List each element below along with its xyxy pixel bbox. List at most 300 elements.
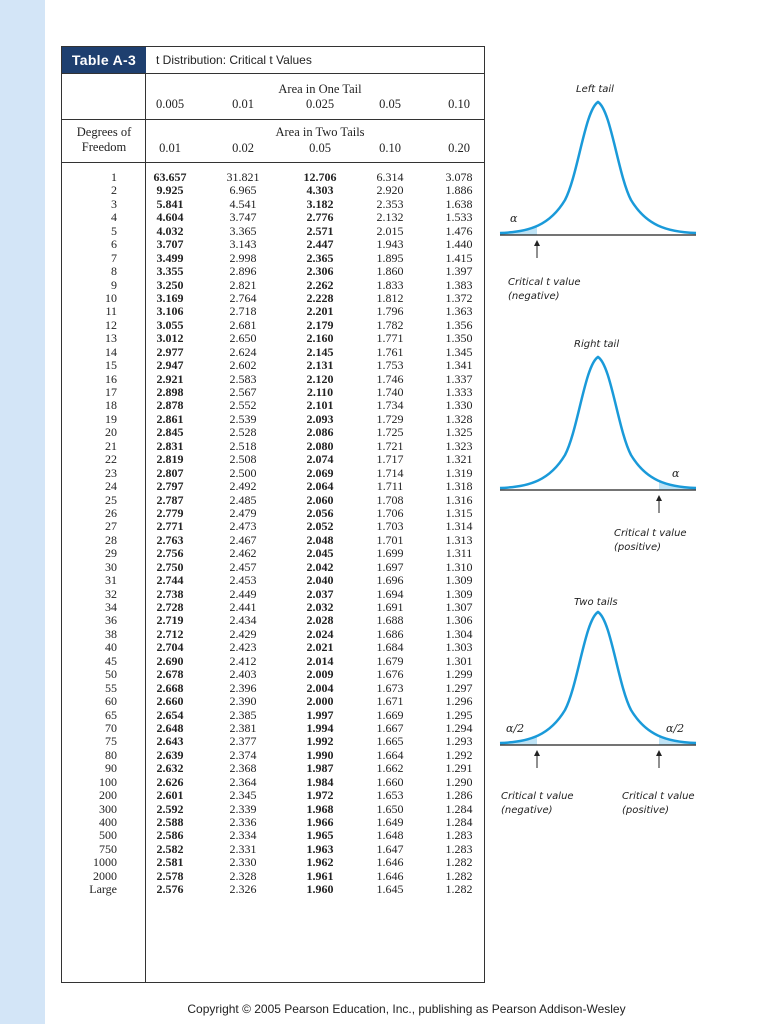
critical-value-cell: 2.345 [229, 788, 257, 803]
two-tail-level-3: 0.05 [309, 141, 331, 155]
critical-value-cell: 1.943 [376, 237, 404, 252]
critical-value-cell: 1.729 [376, 411, 404, 426]
critical-value-cell: 2.718 [229, 304, 257, 319]
critical-value-cell: 3.182 [306, 196, 334, 211]
two-tails-title: Two tails [574, 597, 618, 608]
critical-value-cell: 1.664 [376, 747, 404, 762]
tail-diagrams [490, 70, 710, 850]
critical-value-cell: 2.326 [229, 882, 257, 897]
critical-value-cell: 3.355 [156, 264, 184, 279]
two-tails-left-alpha: α/2 [506, 722, 525, 735]
table-row: 1 63.657 31.821 12.706 6.314 3.078 [111, 170, 473, 184]
critical-value-cell: 4.303 [306, 183, 334, 198]
critical-value-cell: 2.032 [306, 600, 334, 614]
table-row: 27 2.771 2.473 2.052 1.703 1.314 [105, 519, 473, 534]
table-row: 38 2.712 2.429 2.024 1.686 1.304 [105, 626, 473, 641]
table-row: 36 2.719 2.434 2.028 1.688 1.306 [105, 613, 473, 628]
critical-value-cell: 3.106 [156, 304, 184, 319]
one-tail-level-4: 0.05 [379, 97, 401, 111]
table-row: 2 9.925 6.965 4.303 2.920 1.886 [111, 183, 473, 198]
critical-value-cell: 1.283 [445, 828, 473, 843]
critical-value-cell: 1.997 [306, 707, 334, 722]
critical-value-cell: 2.690 [156, 653, 184, 668]
critical-value-cell: 2.712 [156, 626, 184, 641]
critical-value-cell: 1.316 [445, 492, 473, 507]
critical-value-cell: 2.492 [229, 479, 257, 494]
table-row: 50 2.678 2.403 2.009 1.676 1.299 [105, 667, 473, 682]
critical-value-cell: 2.412 [229, 653, 257, 668]
critical-value-cell: 2.467 [229, 532, 257, 547]
left-tail-title: Left tail [576, 84, 614, 95]
critical-value-cell: 1.301 [445, 653, 473, 668]
critical-value-cell: 1.333 [445, 385, 473, 399]
two-tail-level-1: 0.01 [159, 141, 181, 155]
left-tail-alpha: α [510, 212, 518, 225]
header-divider-one-tail [62, 119, 484, 120]
critical-value-cell: 2.921 [156, 371, 184, 386]
critical-value-cell: 1.968 [306, 801, 334, 816]
critical-value-cell: 1.701 [376, 532, 404, 547]
critical-value-cell: 1.440 [445, 237, 473, 252]
critical-value-cell: 1.282 [445, 855, 473, 870]
critical-value-cell: 2.040 [306, 573, 334, 588]
critical-value-cell: 2.947 [156, 358, 184, 373]
one-tail-level-1: 0.005 [155, 97, 185, 111]
table-row: 45 2.690 2.412 2.014 1.679 1.301 [105, 653, 473, 668]
table-row: 65 2.654 2.385 1.997 1.669 1.295 [105, 707, 473, 722]
critical-value-cell: 2.738 [156, 586, 184, 601]
critical-value-cell: 2.056 [306, 505, 334, 520]
critical-value-cell: 1.350 [445, 331, 473, 346]
critical-value-cell: 1.992 [306, 734, 334, 749]
table-row: 40 2.704 2.423 2.021 1.684 1.303 [105, 640, 473, 655]
critical-value-cell: 2.601 [156, 788, 184, 803]
critical-value-cell: 2.539 [229, 411, 257, 426]
critical-value-cell: 1.650 [376, 801, 404, 816]
critical-value-cell: 1.694 [376, 586, 404, 601]
critical-value-cell: 2.750 [156, 559, 184, 574]
critical-value-cell: 4.604 [156, 210, 184, 225]
critical-value-cell: 2.602 [229, 358, 257, 373]
critical-value-cell: 1.648 [376, 828, 404, 843]
table-row: Large 2.576 2.326 1.960 1.645 1.282 [89, 882, 473, 897]
critical-value-cell: 1.673 [376, 680, 404, 695]
table-row: 19 2.861 2.539 2.093 1.729 1.328 [105, 411, 473, 426]
critical-value-cell: 2.365 [306, 250, 334, 265]
critical-value-cell: 2.074 [306, 452, 334, 467]
critical-value-cell: 1.706 [376, 505, 404, 520]
critical-value-cell: 2.048 [306, 532, 334, 547]
critical-value-cell: 1.286 [445, 788, 473, 803]
critical-value-cell: 2.583 [229, 371, 257, 386]
t-distribution-table [61, 46, 485, 983]
critical-value-cell: 1.304 [445, 626, 473, 641]
critical-value-cell: 1.293 [445, 734, 473, 749]
table-title-bar [62, 47, 484, 74]
critical-value-cell: 1.714 [376, 465, 404, 480]
table-row: 6 3.707 3.143 2.447 1.943 1.440 [111, 237, 473, 252]
table-row: 14 2.977 2.624 2.145 1.761 1.345 [105, 344, 473, 359]
critical-value-cell: 2.364 [229, 774, 257, 789]
critical-value-cell: 1.323 [445, 438, 473, 453]
table-row: 60 2.660 2.390 2.000 1.671 1.296 [105, 694, 473, 709]
critical-value-cell: 1.282 [445, 882, 473, 897]
critical-value-cell: 1.691 [376, 600, 404, 614]
table-row: 17 2.898 2.567 2.110 1.740 1.333 [105, 385, 473, 399]
table-row: 9 3.250 2.821 2.262 1.833 1.383 [111, 277, 473, 292]
critical-value-cell: 2.374 [229, 747, 257, 762]
critical-value-cell: 1.638 [445, 196, 473, 211]
critical-value-cell: 2.441 [229, 600, 257, 614]
critical-value-cell: 2.015 [376, 223, 404, 238]
critical-value-cell: 2.132 [376, 210, 404, 225]
table-row: 1000 2.581 2.330 1.962 1.646 1.282 [93, 855, 473, 870]
critical-value-cell: 2.681 [229, 317, 257, 332]
critical-value-cell: 2.508 [229, 452, 257, 467]
critical-value-cell: 2.385 [229, 707, 257, 722]
critical-value-cell: 2.821 [229, 277, 257, 292]
critical-value-cell: 1.984 [306, 774, 334, 789]
critical-value-cell: 2.660 [156, 694, 184, 709]
table-row: 300 2.592 2.339 1.968 1.650 1.284 [99, 801, 473, 816]
table-row: 75 2.643 2.377 1.992 1.665 1.293 [105, 734, 473, 749]
critical-value-cell: 31.821 [226, 170, 260, 184]
table-row: 500 2.586 2.334 1.965 1.648 1.283 [99, 828, 473, 843]
critical-value-cell: 2.110 [306, 385, 334, 399]
table-row: 400 2.588 2.336 1.966 1.649 1.284 [99, 815, 473, 829]
critical-value-cell: 2.377 [229, 734, 257, 749]
critical-value-cell: 2.878 [156, 398, 184, 413]
critical-value-cell: 2.434 [229, 613, 257, 628]
critical-value-cell: 2.744 [156, 573, 184, 588]
table-body [62, 171, 484, 897]
critical-value-cell: 2.080 [306, 438, 334, 453]
one-tail-heading: Area in One Tail [278, 82, 362, 96]
critical-value-cell: 2.650 [229, 331, 257, 346]
right-tail-alpha: α [672, 467, 680, 480]
critical-value-cell: 2.479 [229, 505, 257, 520]
critical-value-cell: 2.920 [376, 183, 404, 198]
critical-value-cell: 2.453 [229, 573, 257, 588]
critical-value-cell: 2.552 [229, 398, 257, 413]
right-tail-critical-label: Critical t value [614, 528, 687, 539]
critical-value-cell: 2.898 [156, 385, 184, 399]
table-row: 31 2.744 2.453 2.040 1.696 1.309 [105, 573, 473, 588]
critical-value-cell: 1.383 [445, 277, 473, 292]
critical-value-cell: 1.987 [306, 761, 334, 776]
one-tail-level-2: 0.01 [232, 97, 254, 111]
critical-value-cell: 1.294 [445, 720, 473, 735]
page-side-band [0, 0, 45, 1024]
critical-value-cell: 2.678 [156, 667, 184, 682]
critical-value-cell: 2.643 [156, 734, 184, 749]
two-tails-left-critical-label: Critical t value [501, 791, 574, 802]
table-title: t Distribution: Critical t Values [156, 53, 312, 67]
critical-value-cell: 3.707 [156, 237, 184, 252]
critical-value-cell: 2.101 [306, 398, 334, 413]
critical-value-cell: 1.646 [376, 868, 404, 883]
critical-value-cell: 2.582 [156, 841, 184, 856]
critical-value-cell: 1.397 [445, 264, 473, 279]
critical-value-cell: 1.653 [376, 788, 404, 803]
critical-value-cell: 2.120 [306, 371, 334, 386]
critical-value-cell: 1.309 [445, 586, 473, 601]
critical-value-cell: 3.012 [156, 331, 184, 346]
critical-value-cell: 1.771 [376, 331, 404, 346]
critical-value-cell: 2.381 [229, 720, 257, 735]
critical-value-cell: 1.303 [445, 640, 473, 655]
critical-value-cell: 2.037 [306, 586, 334, 601]
critical-value-cell: 1.284 [445, 815, 473, 829]
critical-value-cell: 2.764 [229, 290, 257, 305]
critical-value-cell: 1.696 [376, 573, 404, 588]
left-tail-critical-label: Critical t value [508, 277, 581, 288]
critical-value-cell: 2.028 [306, 613, 334, 628]
table-row: 8 3.355 2.896 2.306 1.860 1.397 [111, 264, 473, 279]
critical-value-cell: 2.776 [306, 210, 334, 225]
critical-value-cell: 1.306 [445, 613, 473, 628]
critical-value-cell: 2.069 [306, 465, 334, 480]
critical-value-cell: 2.462 [229, 546, 257, 561]
copyright-notice: Copyright © 2005 Pearson Education, Inc., publishing as Pearson Addison-Wesley [187, 1002, 626, 1016]
critical-value-cell: 2.390 [229, 694, 257, 709]
critical-value-cell: 1.679 [376, 653, 404, 668]
critical-value-cell: 1.291 [445, 761, 473, 776]
right-tail-diagram [500, 339, 696, 553]
critical-value-cell: 1.725 [376, 425, 404, 440]
critical-value-cell: 2.571 [306, 223, 334, 238]
critical-value-cell: 2.896 [229, 264, 257, 279]
critical-value-cell: 1.290 [445, 774, 473, 789]
critical-value-cell: 1.292 [445, 747, 473, 762]
critical-value-cell: 1.295 [445, 707, 473, 722]
critical-value-cell: 1.782 [376, 317, 404, 332]
critical-value-cell: 6.965 [229, 183, 257, 198]
critical-value-cell: 2.145 [306, 344, 334, 359]
critical-value-cell: 1.886 [445, 183, 473, 198]
critical-value-cell: 1.860 [376, 264, 404, 279]
critical-value-cell: 1.645 [376, 882, 404, 897]
critical-value-cell: 1.812 [376, 290, 404, 305]
critical-value-cell: 2.639 [156, 747, 184, 762]
critical-value-cell: 1.761 [376, 344, 404, 359]
critical-value-cell: 2.654 [156, 707, 184, 722]
critical-value-cell: 1.296 [445, 694, 473, 709]
table-label: Table A-3 [62, 47, 146, 73]
critical-value-cell: 2.779 [156, 505, 184, 520]
table-row: 26 2.779 2.479 2.056 1.706 1.315 [105, 505, 473, 520]
critical-value-cell: 1.328 [445, 411, 473, 426]
table-row: 20 2.845 2.528 2.086 1.725 1.325 [105, 425, 473, 440]
critical-value-cell: 2.807 [156, 465, 184, 480]
table-row: 5 4.032 3.365 2.571 2.015 1.476 [111, 223, 473, 238]
critical-value-cell: 2.064 [306, 479, 334, 494]
table-row: 24 2.797 2.492 2.064 1.711 1.318 [105, 479, 473, 494]
critical-value-cell: 2.567 [229, 385, 257, 399]
critical-value-cell: 1.337 [445, 371, 473, 386]
two-tails-right-alpha: α/2 [666, 722, 685, 735]
table-row: 13 3.012 2.650 2.160 1.771 1.350 [105, 331, 473, 346]
critical-value-cell: 2.336 [229, 815, 257, 829]
critical-value-cell: 1.356 [445, 317, 473, 332]
critical-value-cell: 1.476 [445, 223, 473, 238]
critical-value-cell: 2.763 [156, 532, 184, 547]
critical-value-cell: 1.671 [376, 694, 404, 709]
critical-value-cell: 1.960 [306, 882, 334, 897]
critical-value-cell: 2.576 [156, 882, 184, 897]
critical-value-cell: 2.403 [229, 667, 257, 682]
critical-value-cell: 2.334 [229, 828, 257, 843]
table-row: 4 4.604 3.747 2.776 2.132 1.533 [111, 210, 473, 225]
table-row: 80 2.639 2.374 1.990 1.664 1.292 [105, 747, 473, 762]
table-row: 3 5.841 4.541 3.182 2.353 1.638 [111, 196, 473, 211]
critical-value-cell: 2.429 [229, 626, 257, 641]
table-row: 70 2.648 2.381 1.994 1.667 1.294 [105, 720, 473, 735]
critical-value-cell: 1.646 [376, 855, 404, 870]
table-row: 30 2.750 2.457 2.042 1.697 1.310 [105, 559, 473, 574]
critical-value-cell: 1.284 [445, 801, 473, 816]
critical-value-cell: 1.708 [376, 492, 404, 507]
critical-value-cell: 2.831 [156, 438, 184, 453]
critical-value-cell: 2.581 [156, 855, 184, 870]
critical-value-cell: 1.688 [376, 613, 404, 628]
critical-value-cell: 1.649 [376, 815, 404, 829]
critical-value-cell: 2.331 [229, 841, 257, 856]
critical-value-cell: 1.363 [445, 304, 473, 319]
right-tail-positive-label: (positive) [614, 542, 662, 553]
table-row: 29 2.756 2.462 2.045 1.699 1.311 [105, 546, 473, 561]
critical-value-cell: 1.318 [445, 479, 473, 494]
two-tails-positive-label: (positive) [622, 805, 670, 816]
critical-value-cell: 1.310 [445, 559, 473, 574]
critical-value-cell: 2.586 [156, 828, 184, 843]
critical-value-cell: 4.541 [229, 196, 257, 211]
critical-value-cell: 3.365 [229, 223, 257, 238]
left-tail-curve [500, 102, 696, 233]
table-row: 11 3.106 2.718 2.201 1.796 1.363 [105, 304, 473, 319]
critical-value-cell: 1.311 [445, 546, 473, 561]
critical-value-cell: 2.588 [156, 815, 184, 829]
critical-value-cell: 1.662 [376, 761, 404, 776]
critical-value-cell: 2.819 [156, 452, 184, 467]
two-tails-left-arrowhead [534, 750, 540, 756]
critical-value-cell: 2.578 [156, 868, 184, 883]
table-row: 200 2.601 2.345 1.972 1.653 1.286 [99, 788, 473, 803]
critical-value-cell: 2.500 [229, 465, 257, 480]
critical-value-cell: 2.021 [306, 640, 334, 655]
critical-value-cell: 2.624 [229, 344, 257, 359]
critical-value-cell: 3.499 [156, 250, 184, 265]
critical-value-cell: 1.746 [376, 371, 404, 386]
critical-value-cell: 1.533 [445, 210, 473, 225]
table-row: 22 2.819 2.508 2.074 1.717 1.321 [105, 452, 473, 467]
table-row: 15 2.947 2.602 2.131 1.753 1.341 [105, 358, 473, 373]
critical-value-cell: 2.328 [229, 868, 257, 883]
critical-value-cell: 1.684 [376, 640, 404, 655]
table-row: 32 2.738 2.449 2.037 1.694 1.309 [105, 586, 473, 601]
critical-value-cell: 2.000 [306, 694, 334, 709]
critical-value-cell: 2.009 [306, 667, 334, 682]
critical-value-cell: 2.396 [229, 680, 257, 695]
critical-value-cell: 2.473 [229, 519, 257, 534]
critical-value-cell: 2.228 [306, 290, 334, 305]
critical-value-cell: 2.045 [306, 546, 334, 561]
table-row: 23 2.807 2.500 2.069 1.714 1.319 [105, 465, 473, 480]
critical-value-cell: 2.648 [156, 720, 184, 735]
critical-value-cell: 1.299 [445, 667, 473, 682]
critical-value-cell: 2.004 [306, 680, 334, 695]
critical-value-cell: 2.086 [306, 425, 334, 440]
critical-value-cell: 1.315 [445, 505, 473, 520]
left-tail-arrowhead [534, 240, 540, 246]
critical-value-cell: 1.345 [445, 344, 473, 359]
critical-value-cell: 4.032 [156, 223, 184, 238]
critical-value-cell: 9.925 [156, 183, 184, 198]
critical-value-cell: 2.728 [156, 600, 184, 614]
critical-value-cell: 1.309 [445, 573, 473, 588]
two-tail-level-4: 0.10 [379, 141, 401, 155]
critical-value-cell: 3.169 [156, 290, 184, 305]
critical-value-cell: 1.699 [376, 546, 404, 561]
critical-value-cell: 1.282 [445, 868, 473, 883]
table-row: 55 2.668 2.396 2.004 1.673 1.297 [105, 680, 473, 695]
critical-value-cell: 3.250 [156, 277, 184, 292]
two-tails-right-arrowhead [656, 750, 662, 756]
critical-value-cell: 1.796 [376, 304, 404, 319]
critical-value-cell: 2.861 [156, 411, 184, 426]
critical-value-cell: 1.372 [445, 290, 473, 305]
critical-value-cell: 1.647 [376, 841, 404, 856]
critical-value-cell: 1.686 [376, 626, 404, 641]
critical-value-cell: 2.756 [156, 546, 184, 561]
tail-diagrams-svg [490, 70, 710, 850]
table-row: 18 2.878 2.552 2.101 1.734 1.330 [105, 398, 473, 413]
critical-value-cell: 2.306 [306, 264, 334, 279]
df-heading [77, 125, 132, 155]
table-row: 10 3.169 2.764 2.228 1.812 1.372 [105, 290, 473, 305]
critical-value-cell: 2.457 [229, 559, 257, 574]
critical-value-cell: 2.262 [306, 277, 334, 292]
critical-value-cell: 1.966 [306, 815, 334, 829]
critical-value-cell: 2.632 [156, 761, 184, 776]
critical-value-cell: 1.965 [306, 828, 334, 843]
critical-value-cell: 2.797 [156, 479, 184, 494]
critical-value-cell: 1.314 [445, 519, 473, 534]
critical-value-cell: 2.845 [156, 425, 184, 440]
critical-value-cell: 1.697 [376, 559, 404, 574]
critical-value-cell: 1.990 [306, 747, 334, 762]
one-tail-level-3: 0.025 [305, 97, 335, 111]
critical-value-cell: 1.669 [376, 707, 404, 722]
critical-value-cell: 2.160 [306, 331, 334, 346]
critical-value-cell: 63.657 [153, 170, 187, 184]
critical-value-cell: 2.024 [306, 626, 334, 641]
critical-value-cell: 2.423 [229, 640, 257, 655]
critical-value-cell: 2.977 [156, 344, 184, 359]
table-row: 16 2.921 2.583 2.120 1.746 1.337 [105, 371, 473, 386]
critical-value-cell: 1.703 [376, 519, 404, 534]
critical-value-cell: 2.668 [156, 680, 184, 695]
critical-value-cell: 1.330 [445, 398, 473, 413]
critical-value-cell: 1.325 [445, 425, 473, 440]
critical-value-cell: 2.131 [306, 358, 334, 373]
table-row: 21 2.831 2.518 2.080 1.721 1.323 [105, 438, 473, 453]
critical-value-cell: 1.660 [376, 774, 404, 789]
critical-value-cell: 2.449 [229, 586, 257, 601]
critical-value-cell: 2.052 [306, 519, 334, 534]
critical-value-cell: 3.055 [156, 317, 184, 332]
critical-value-cell: 1.962 [306, 855, 334, 870]
